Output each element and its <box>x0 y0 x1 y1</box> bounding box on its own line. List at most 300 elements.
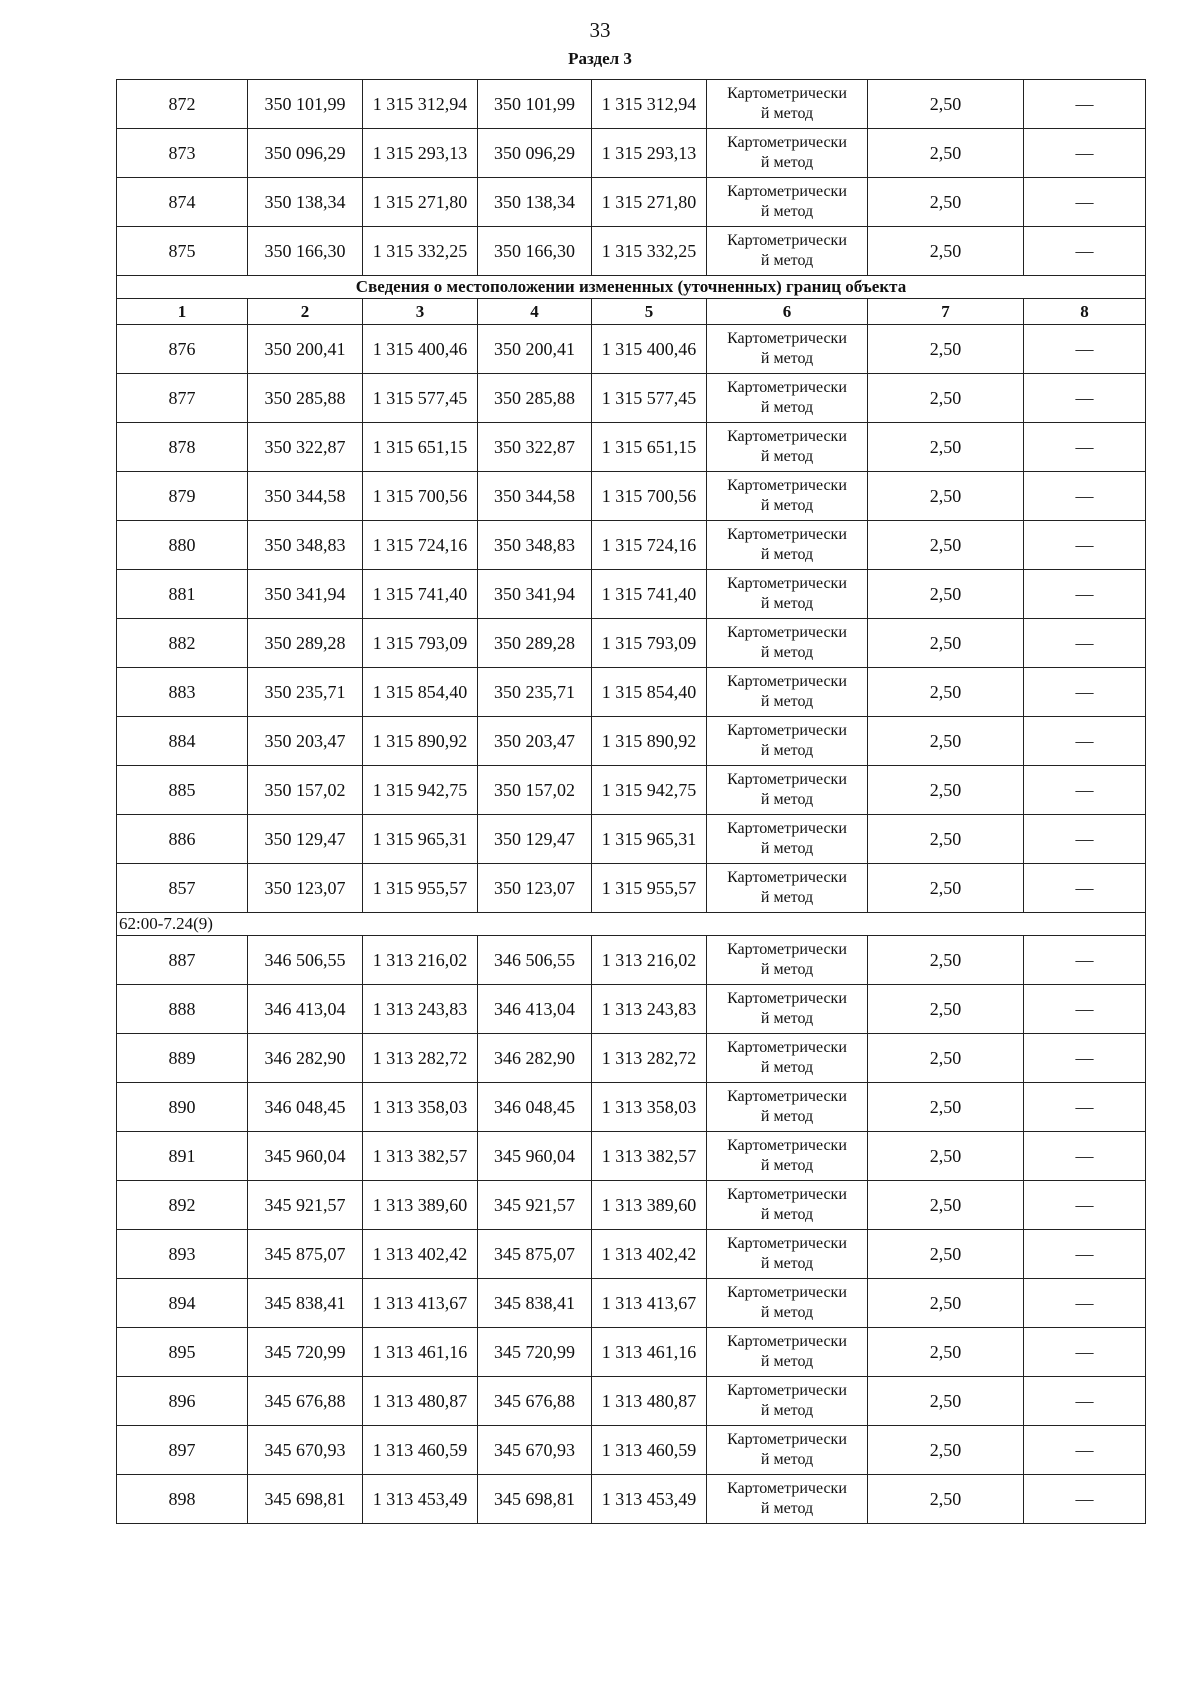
table-row <box>117 325 1146 374</box>
table-cell: 1 315 293,13 <box>363 129 478 178</box>
table-cell: 350 123,07 <box>478 864 592 913</box>
table-row <box>117 1132 1146 1181</box>
table-row <box>117 1083 1146 1132</box>
method-line-2: й метод <box>760 1353 814 1370</box>
table-cell: 350 344,58 <box>248 472 363 521</box>
table-subheader <box>117 276 1146 325</box>
method-line-1: Картометрически <box>727 575 847 592</box>
method-line-1: Картометрически <box>727 673 847 690</box>
table-row <box>117 178 1146 227</box>
method-cell <box>707 668 868 717</box>
accuracy-cell: 2,50 <box>868 619 1024 668</box>
table-row <box>117 668 1146 717</box>
table-cell: 1 313 389,60 <box>363 1181 478 1230</box>
table-cell: 886 <box>117 815 248 864</box>
table-cell: 350 322,87 <box>478 423 592 472</box>
table-cell: 1 315 651,15 <box>592 423 707 472</box>
method-line-2: й метод <box>760 154 814 171</box>
dash-cell: — <box>1024 985 1146 1034</box>
accuracy-cell: 2,50 <box>868 1377 1024 1426</box>
method-line-1: Картометрически <box>727 1235 847 1252</box>
method-line-1: Картометрически <box>727 771 847 788</box>
accuracy-cell: 2,50 <box>868 570 1024 619</box>
table-cell: 345 921,57 <box>478 1181 592 1230</box>
dash-cell: — <box>1024 1328 1146 1377</box>
method-line-2: й метод <box>760 1500 814 1517</box>
accuracy-cell: 2,50 <box>868 815 1024 864</box>
method-line-1: Картометрически <box>727 624 847 641</box>
method-line-2: й метод <box>760 693 814 710</box>
method-line-1: Картометрически <box>727 1382 847 1399</box>
method-line-1: Картометрически <box>727 1186 847 1203</box>
method-line-1: Картометрически <box>727 1480 847 1497</box>
table-cell: 345 838,41 <box>248 1279 363 1328</box>
table-block-3 <box>117 936 1146 1524</box>
column-number: 8 <box>1024 299 1146 325</box>
dash-cell: — <box>1024 1426 1146 1475</box>
method-cell <box>707 985 868 1034</box>
accuracy-cell: 2,50 <box>868 864 1024 913</box>
method-cell <box>707 1034 868 1083</box>
accuracy-cell: 2,50 <box>868 1181 1024 1230</box>
dash-cell: — <box>1024 1230 1146 1279</box>
table-cell: 1 315 700,56 <box>592 472 707 521</box>
method-cell <box>707 1181 868 1230</box>
table-cell: 884 <box>117 717 248 766</box>
table-cell: 880 <box>117 521 248 570</box>
accuracy-cell: 2,50 <box>868 521 1024 570</box>
table-cell: 350 203,47 <box>478 717 592 766</box>
accuracy-cell: 2,50 <box>868 1279 1024 1328</box>
method-line-2: й метод <box>760 840 814 857</box>
method-line-2: й метод <box>760 1010 814 1027</box>
table-cell: 891 <box>117 1132 248 1181</box>
method-line-2: й метод <box>760 595 814 612</box>
method-cell <box>707 521 868 570</box>
table-cell: 883 <box>117 668 248 717</box>
table-cell: 350 200,41 <box>478 325 592 374</box>
method-cell <box>707 1475 868 1524</box>
method-cell <box>707 619 868 668</box>
method-line-1: Картометрически <box>727 1137 847 1154</box>
table-cell: 878 <box>117 423 248 472</box>
table-cell: 873 <box>117 129 248 178</box>
table-cell: 350 166,30 <box>248 227 363 276</box>
table-cell: 1 315 651,15 <box>363 423 478 472</box>
accuracy-cell: 2,50 <box>868 374 1024 423</box>
table-row <box>117 374 1146 423</box>
table-cell: 877 <box>117 374 248 423</box>
dash-cell: — <box>1024 80 1146 129</box>
accuracy-cell: 2,50 <box>868 1132 1024 1181</box>
table-row <box>117 766 1146 815</box>
method-cell <box>707 80 868 129</box>
method-cell <box>707 423 868 472</box>
table-cell: 345 720,99 <box>478 1328 592 1377</box>
table-row <box>117 864 1146 913</box>
method-line-2: й метод <box>760 448 814 465</box>
table-cell: 1 313 402,42 <box>363 1230 478 1279</box>
table-cell: 1 315 312,94 <box>363 80 478 129</box>
table-cell: 1 315 793,09 <box>592 619 707 668</box>
table-cell: 893 <box>117 1230 248 1279</box>
method-cell <box>707 864 868 913</box>
table-cell: 1 315 312,94 <box>592 80 707 129</box>
method-line-2: й метод <box>760 889 814 906</box>
table-row <box>117 619 1146 668</box>
method-line-1: Картометрически <box>727 183 847 200</box>
table-cell: 350 157,02 <box>478 766 592 815</box>
table-cell: 350 285,88 <box>248 374 363 423</box>
table-cell: 350 157,02 <box>248 766 363 815</box>
table-cell: 345 670,93 <box>478 1426 592 1475</box>
table-cell: 345 838,41 <box>478 1279 592 1328</box>
method-line-1: Картометрически <box>727 379 847 396</box>
method-line-2: й метод <box>760 742 814 759</box>
method-line-1: Картометрически <box>727 990 847 1007</box>
method-cell <box>707 1132 868 1181</box>
method-line-1: Картометрически <box>727 1088 847 1105</box>
dash-cell: — <box>1024 521 1146 570</box>
dash-cell: — <box>1024 1377 1146 1426</box>
subheader-title: Сведения о местоположении измененных (уточненных) границ объекта <box>117 276 1146 299</box>
accuracy-cell: 2,50 <box>868 80 1024 129</box>
table-cell: 350 289,28 <box>478 619 592 668</box>
table-row <box>117 227 1146 276</box>
method-cell <box>707 129 868 178</box>
table-cell: 1 313 480,87 <box>363 1377 478 1426</box>
table-cell: 1 313 453,49 <box>363 1475 478 1524</box>
table-cell: 350 138,34 <box>248 178 363 227</box>
table-cell: 1 313 413,67 <box>363 1279 478 1328</box>
table-cell: 1 315 890,92 <box>363 717 478 766</box>
table-cell: 1 313 216,02 <box>592 936 707 985</box>
table-row <box>117 80 1146 129</box>
table-row <box>117 129 1146 178</box>
method-line-1: Картометрически <box>727 722 847 739</box>
method-line-2: й метод <box>760 791 814 808</box>
method-line-1: Картометрически <box>727 820 847 837</box>
dash-cell: — <box>1024 1034 1146 1083</box>
table-cell: 1 315 332,25 <box>592 227 707 276</box>
table-cell: 1 313 460,59 <box>592 1426 707 1475</box>
method-line-2: й метод <box>760 252 814 269</box>
method-cell <box>707 325 868 374</box>
table-cell: 889 <box>117 1034 248 1083</box>
accuracy-cell: 2,50 <box>868 227 1024 276</box>
table-cell: 350 348,83 <box>248 521 363 570</box>
table-row <box>117 1328 1146 1377</box>
table-row <box>117 936 1146 985</box>
table-cell: 1 315 332,25 <box>363 227 478 276</box>
table-cell: 350 235,71 <box>478 668 592 717</box>
table-cell: 1 313 480,87 <box>592 1377 707 1426</box>
accuracy-cell: 2,50 <box>868 1426 1024 1475</box>
method-line-2: й метод <box>760 399 814 416</box>
dash-cell: — <box>1024 619 1146 668</box>
table-cell: 872 <box>117 80 248 129</box>
table-cell: 890 <box>117 1083 248 1132</box>
method-cell <box>707 815 868 864</box>
table-cell: 892 <box>117 1181 248 1230</box>
method-line-1: Картометрически <box>727 869 847 886</box>
method-line-1: Картометрически <box>727 941 847 958</box>
method-cell <box>707 1377 868 1426</box>
accuracy-cell: 2,50 <box>868 325 1024 374</box>
group-label: 62:00-7.24(9) <box>117 913 1146 936</box>
column-number: 1 <box>117 299 248 325</box>
dash-cell: — <box>1024 423 1146 472</box>
table-cell: 1 313 461,16 <box>592 1328 707 1377</box>
method-line-1: Картометрически <box>727 526 847 543</box>
table-cell: 1 313 453,49 <box>592 1475 707 1524</box>
table-cell: 350 200,41 <box>248 325 363 374</box>
table-cell: 882 <box>117 619 248 668</box>
table-cell: 1 315 890,92 <box>592 717 707 766</box>
table-cell: 879 <box>117 472 248 521</box>
table-cell: 894 <box>117 1279 248 1328</box>
method-cell <box>707 472 868 521</box>
table-cell: 1 315 965,31 <box>363 815 478 864</box>
table-cell: 1 315 400,46 <box>592 325 707 374</box>
table-row <box>117 1279 1146 1328</box>
accuracy-cell: 2,50 <box>868 178 1024 227</box>
accuracy-cell: 2,50 <box>868 936 1024 985</box>
method-line-1: Картометрически <box>727 428 847 445</box>
table-cell: 350 285,88 <box>478 374 592 423</box>
table-cell: 345 875,07 <box>248 1230 363 1279</box>
table-cell: 350 101,99 <box>248 80 363 129</box>
table-cell: 345 960,04 <box>478 1132 592 1181</box>
table-cell: 1 313 243,83 <box>363 985 478 1034</box>
table-cell: 346 506,55 <box>478 936 592 985</box>
column-number: 3 <box>363 299 478 325</box>
table-cell: 1 313 358,03 <box>363 1083 478 1132</box>
dash-cell: — <box>1024 936 1146 985</box>
method-line-1: Картометрически <box>727 1333 847 1350</box>
table-row <box>117 815 1146 864</box>
accuracy-cell: 2,50 <box>868 1230 1024 1279</box>
table-cell: 345 921,57 <box>248 1181 363 1230</box>
method-line-2: й метод <box>760 1157 814 1174</box>
page-number: 33 <box>589 18 611 42</box>
method-line-2: й метод <box>760 1304 814 1321</box>
table-cell: 1 313 389,60 <box>592 1181 707 1230</box>
column-number: 5 <box>592 299 707 325</box>
accuracy-cell: 2,50 <box>868 985 1024 1034</box>
table-cell: 1 315 700,56 <box>363 472 478 521</box>
table-cell: 898 <box>117 1475 248 1524</box>
table-row <box>117 1034 1146 1083</box>
accuracy-cell: 2,50 <box>868 129 1024 178</box>
table-cell: 1 313 460,59 <box>363 1426 478 1475</box>
method-line-2: й метод <box>760 644 814 661</box>
table-cell: 350 344,58 <box>478 472 592 521</box>
table-cell: 350 129,47 <box>248 815 363 864</box>
dash-cell: — <box>1024 717 1146 766</box>
method-line-1: Картометрически <box>727 477 847 494</box>
method-line-2: й метод <box>760 961 814 978</box>
table-cell: 345 698,81 <box>248 1475 363 1524</box>
method-line-2: й метод <box>760 105 814 122</box>
table-cell: 1 315 271,80 <box>592 178 707 227</box>
dash-cell: — <box>1024 374 1146 423</box>
table-cell: 1 315 293,13 <box>592 129 707 178</box>
method-cell <box>707 570 868 619</box>
accuracy-cell: 2,50 <box>868 472 1024 521</box>
accuracy-cell: 2,50 <box>868 423 1024 472</box>
table-row <box>117 423 1146 472</box>
column-number: 4 <box>478 299 592 325</box>
table-cell: 1 315 577,45 <box>363 374 478 423</box>
method-line-2: й метод <box>760 350 814 367</box>
table-cell: 350 129,47 <box>478 815 592 864</box>
table-cell: 1 315 400,46 <box>363 325 478 374</box>
dash-cell: — <box>1024 1279 1146 1328</box>
dash-cell: — <box>1024 1181 1146 1230</box>
dash-cell: — <box>1024 129 1146 178</box>
dash-cell: — <box>1024 815 1146 864</box>
method-line-1: Картометрически <box>727 1284 847 1301</box>
table-cell: 346 048,45 <box>478 1083 592 1132</box>
table-cell: 1 313 382,57 <box>363 1132 478 1181</box>
table-cell: 345 960,04 <box>248 1132 363 1181</box>
table-cell: 887 <box>117 936 248 985</box>
section-title: Раздел 3 <box>568 49 632 68</box>
table-cell: 896 <box>117 1377 248 1426</box>
table-cell: 346 282,90 <box>478 1034 592 1083</box>
method-line-2: й метод <box>760 497 814 514</box>
accuracy-cell: 2,50 <box>868 766 1024 815</box>
method-cell <box>707 1230 868 1279</box>
table-cell: 895 <box>117 1328 248 1377</box>
method-line-2: й метод <box>760 203 814 220</box>
method-line-1: Картометрически <box>727 232 847 249</box>
dash-cell: — <box>1024 1083 1146 1132</box>
method-line-2: й метод <box>760 1255 814 1272</box>
method-cell <box>707 374 868 423</box>
column-number: 2 <box>248 299 363 325</box>
table-row <box>117 717 1146 766</box>
table-cell: 1 313 358,03 <box>592 1083 707 1132</box>
table-group <box>117 913 1146 936</box>
method-line-1: Картометрически <box>727 1039 847 1056</box>
coordinates-table <box>116 79 1146 1524</box>
table-cell: 1 313 243,83 <box>592 985 707 1034</box>
table-cell: 350 341,94 <box>248 570 363 619</box>
table-cell: 345 698,81 <box>478 1475 592 1524</box>
method-line-2: й метод <box>760 1059 814 1076</box>
table-cell: 345 676,88 <box>478 1377 592 1426</box>
method-cell <box>707 766 868 815</box>
table-cell: 350 203,47 <box>248 717 363 766</box>
table-row <box>117 1377 1146 1426</box>
table-cell: 350 096,29 <box>248 129 363 178</box>
column-number: 6 <box>707 299 868 325</box>
table-cell: 345 676,88 <box>248 1377 363 1426</box>
method-line-1: Картометрически <box>727 1431 847 1448</box>
table-cell: 881 <box>117 570 248 619</box>
table-row <box>117 570 1146 619</box>
table-cell: 1 315 724,16 <box>363 521 478 570</box>
table-cell: 1 315 955,57 <box>592 864 707 913</box>
table-cell: 857 <box>117 864 248 913</box>
table-cell: 350 101,99 <box>478 80 592 129</box>
dash-cell: — <box>1024 1132 1146 1181</box>
table-row <box>117 985 1146 1034</box>
table-cell: 350 289,28 <box>248 619 363 668</box>
table-row <box>117 521 1146 570</box>
accuracy-cell: 2,50 <box>868 1475 1024 1524</box>
table-cell: 1 315 965,31 <box>592 815 707 864</box>
table-cell: 874 <box>117 178 248 227</box>
dash-cell: — <box>1024 570 1146 619</box>
method-line-2: й метод <box>760 1451 814 1468</box>
table-cell: 1 313 461,16 <box>363 1328 478 1377</box>
table-cell: 1 315 741,40 <box>363 570 478 619</box>
table-cell: 350 166,30 <box>478 227 592 276</box>
method-cell <box>707 227 868 276</box>
method-cell <box>707 1083 868 1132</box>
method-cell <box>707 1279 868 1328</box>
table-cell: 1 315 741,40 <box>592 570 707 619</box>
table-cell: 346 506,55 <box>248 936 363 985</box>
table-cell: 346 413,04 <box>248 985 363 1034</box>
table-cell: 1 315 724,16 <box>592 521 707 570</box>
table-cell: 1 315 955,57 <box>363 864 478 913</box>
table-cell: 345 720,99 <box>248 1328 363 1377</box>
column-numbers-row <box>117 299 1146 325</box>
table-cell: 1 313 413,67 <box>592 1279 707 1328</box>
table-row <box>117 1181 1146 1230</box>
dash-cell: — <box>1024 178 1146 227</box>
dash-cell: — <box>1024 1475 1146 1524</box>
dash-cell: — <box>1024 668 1146 717</box>
method-line-2: й метод <box>760 1206 814 1223</box>
table-cell: 888 <box>117 985 248 1034</box>
dash-cell: — <box>1024 325 1146 374</box>
dash-cell: — <box>1024 864 1146 913</box>
table-cell: 346 282,90 <box>248 1034 363 1083</box>
method-cell <box>707 1426 868 1475</box>
method-cell <box>707 717 868 766</box>
table-cell: 1 313 282,72 <box>363 1034 478 1083</box>
method-line-2: й метод <box>760 546 814 563</box>
table-block-1 <box>117 80 1146 276</box>
table-cell: 1 315 854,40 <box>592 668 707 717</box>
method-line-1: Картометрически <box>727 85 847 102</box>
table-cell: 1 313 382,57 <box>592 1132 707 1181</box>
table-cell: 350 235,71 <box>248 668 363 717</box>
table-cell: 346 413,04 <box>478 985 592 1034</box>
method-line-1: Картометрически <box>727 330 847 347</box>
table-row <box>117 1230 1146 1279</box>
table-cell: 345 875,07 <box>478 1230 592 1279</box>
column-number: 7 <box>868 299 1024 325</box>
accuracy-cell: 2,50 <box>868 1083 1024 1132</box>
table-cell: 350 096,29 <box>478 129 592 178</box>
table-row <box>117 472 1146 521</box>
table-block-2 <box>117 325 1146 913</box>
method-cell <box>707 178 868 227</box>
table-cell: 1 315 577,45 <box>592 374 707 423</box>
table-cell: 875 <box>117 227 248 276</box>
dash-cell: — <box>1024 766 1146 815</box>
method-cell <box>707 1328 868 1377</box>
table-cell: 350 322,87 <box>248 423 363 472</box>
method-cell <box>707 936 868 985</box>
table-cell: 346 048,45 <box>248 1083 363 1132</box>
